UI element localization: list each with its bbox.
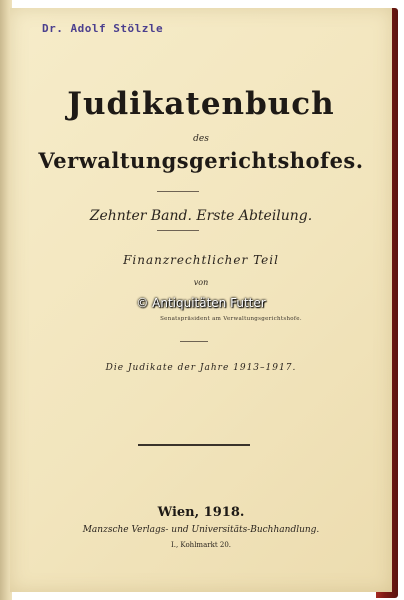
owner-stamp: Dr. Adolf Stölzle (42, 22, 164, 35)
years-line: Die Judikate der Jahre 1913–1917. (105, 363, 297, 373)
watermark-text: © Antiquitäten Futter (136, 296, 266, 310)
publisher-name: Manzsche Verlags- und Universitäts-Buchhandlung. (82, 525, 320, 535)
thick-divider (138, 444, 250, 446)
publisher-address: I., Kohlmarkt 20. (170, 541, 231, 549)
short-rule-lower (180, 341, 208, 342)
short-rule-top (157, 191, 199, 192)
part-title: Finanzrechtlicher Teil (123, 253, 279, 267)
title-second-line: Verwaltungsgerichtshofes. (38, 148, 364, 173)
title-page (10, 8, 392, 592)
by-text: von (193, 278, 209, 287)
short-rule-middle (157, 230, 199, 231)
place-year: Wien, 1918. (157, 505, 245, 520)
title-main: Judikatenbuch (67, 86, 335, 122)
volume-line: Zehnter Band. Erste Abteilung. (89, 208, 313, 224)
author-title: Senatspräsident am Verwaltungsgerichtshofe. (160, 316, 302, 322)
title-connector: des (193, 134, 209, 144)
